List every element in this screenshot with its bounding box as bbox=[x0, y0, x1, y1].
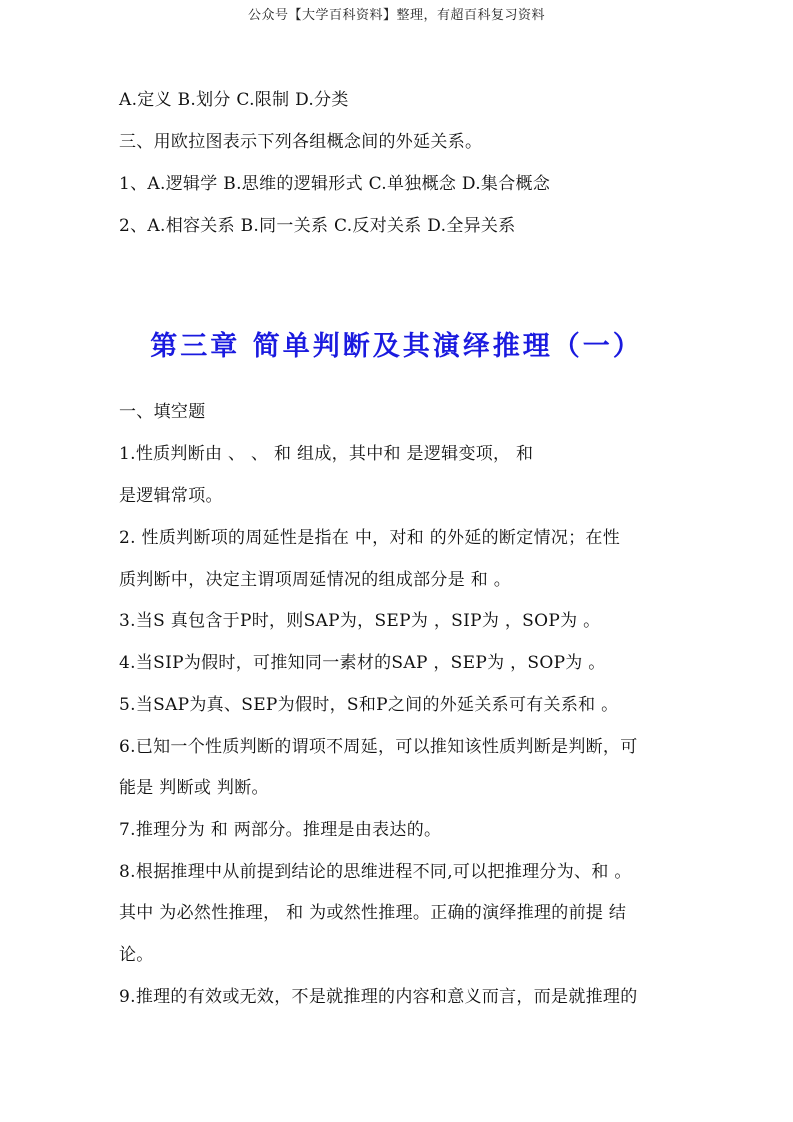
question-line: 2. 性质判断项的周延性是指在 中，对和 的外延的断定情况；在性 bbox=[119, 528, 621, 548]
question-line: 6.已知一个性质判断的谓项不周延，可以推知该性质判断是判断，可 bbox=[119, 737, 638, 757]
chapter-title: 第三章 简单判断及其演绎推理（一） bbox=[150, 331, 643, 362]
section-heading: 三、用欧拉图表示下列各组概念间的外延关系。 bbox=[119, 132, 483, 152]
question-line: 7.推理分为 和 两部分。推理是由表达的。 bbox=[119, 820, 442, 840]
question-line: 3.当S 真包含于P时，则SAP为，SEP为 ，SIP为 ，SOP为 。 bbox=[119, 611, 601, 631]
question-line: 1、A.逻辑学 B.思维的逻辑形式 C.单独概念 D.集合概念 bbox=[119, 174, 551, 194]
question-line: 2、A.相容关系 B.同一关系 C.反对关系 D.全异关系 bbox=[119, 216, 516, 236]
question-line: 4.当SIP为假时，可推知同一素材的SAP ，SEP为 ，SOP为 。 bbox=[119, 653, 606, 673]
question-line: 其中 为必然性推理， 和 为或然性推理。正确的演绎推理的前提 结 bbox=[119, 903, 627, 923]
question-line: 5.当SAP为真、SEP为假时，S和P之间的外延关系可有关系和 。 bbox=[119, 695, 619, 715]
question-line: 能是 判断或 判断。 bbox=[119, 778, 269, 798]
answer-options-line: A.定义 B.划分 C.限制 D.分类 bbox=[119, 90, 349, 110]
question-line: 论。 bbox=[119, 945, 154, 965]
page-header: 公众号【大学百科资料】整理，有超百科复习资料 bbox=[247, 8, 545, 23]
question-line: 9.推理的有效或无效，不是就推理的内容和意义而言，而是就推理的 bbox=[119, 987, 638, 1007]
section-heading: 一、填空题 bbox=[119, 402, 206, 422]
question-line: 8.根据推理中从前提到结论的思维进程不同,可以把推理分为、和 。 bbox=[119, 862, 632, 882]
question-line: 是逻辑常项。 bbox=[119, 486, 223, 506]
question-line: 1.性质判断由 、 、 和 组成，其中和 是逻辑变项， 和 bbox=[119, 444, 534, 464]
question-line: 质判断中，决定主谓项周延情况的组成部分是 和 。 bbox=[119, 570, 512, 590]
